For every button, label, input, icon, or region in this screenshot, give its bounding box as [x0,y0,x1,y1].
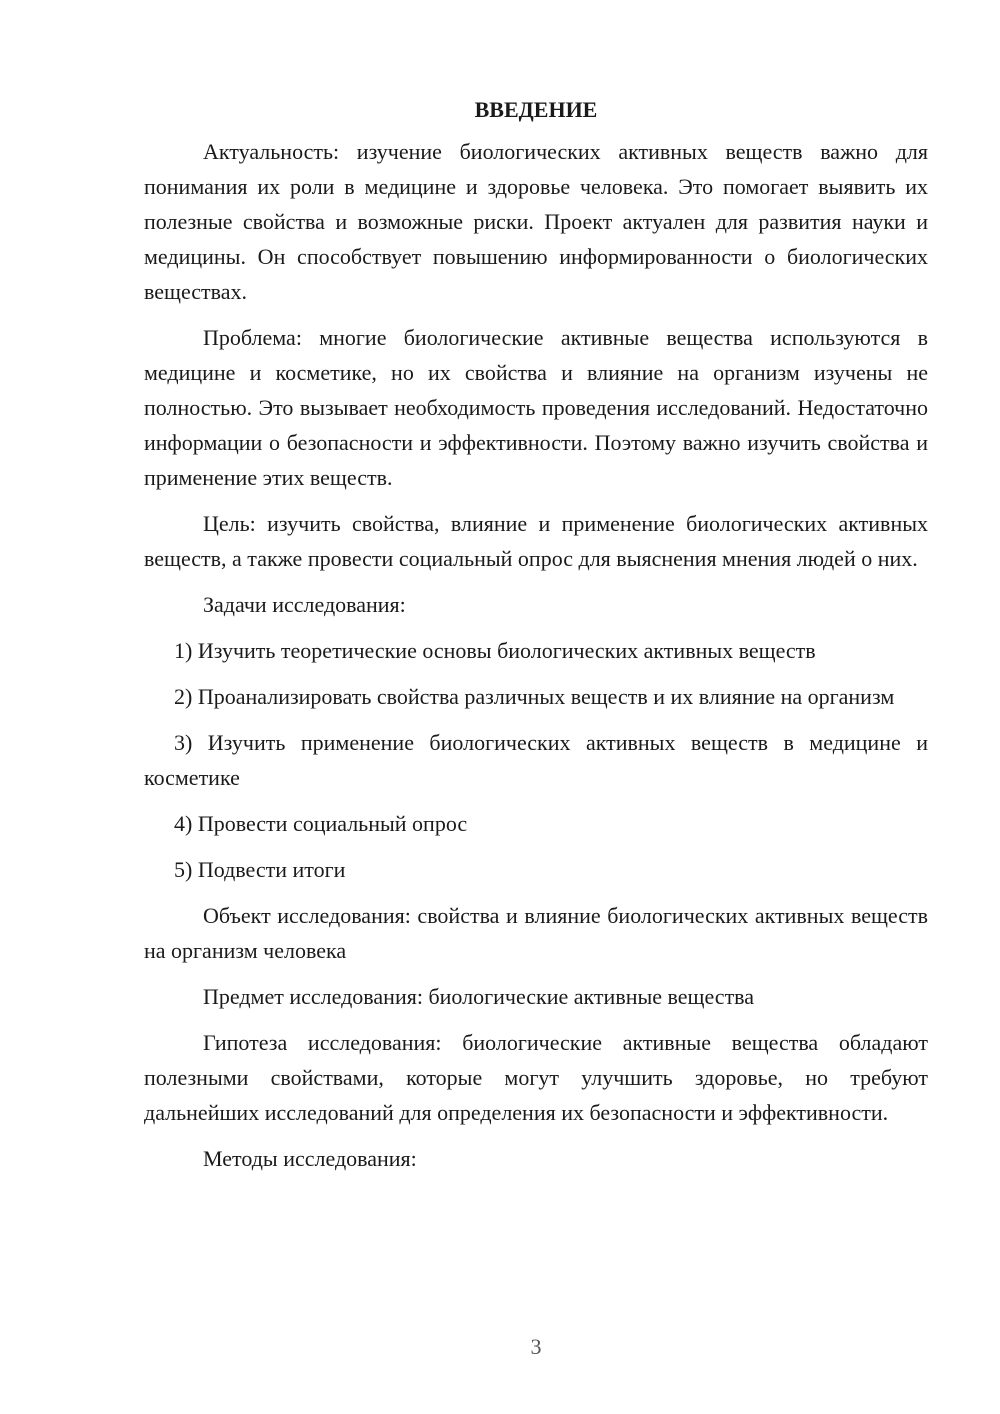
hypothesis-paragraph: Гипотеза исследования: биологические активные вещества обладают полезными свойствами, которые могут улучшить здоровье, но требуют дальнейших исследований для определения их безопасности и эффективности. [144,1030,928,1125]
task-item: 5) Подвести итоги [174,857,346,882]
subject-paragraph: Предмет исследования: биологические активные вещества [203,984,755,1009]
section-heading: ВВЕДЕНИЕ [474,97,598,122]
problem-paragraph: Проблема: многие биологические активные вещества используются в медицине и косметике, но их свойства и влияние на организм изучены не полностью. Это вызывает необходимость проведения исследований. Недостаточно информации о безопасности и эффективности. Поэтому важно изучить свойства и применение этих веществ. [144,325,928,490]
tasks-title: Задачи исследования: [203,592,406,617]
methods-title: Методы исследования: [203,1146,417,1171]
relevance-paragraph: Актуальность: изучение биологических активных веществ важно для понимания их роли в медицине и здоровье человека. Это помогает выявить их полезные свойства и возможные риски. Проект актуален для развития науки и медицины. Он способствует повышению информированности о биологических веществах. [144,139,928,304]
document-page [144,92,928,1187]
goal-paragraph: Цель: изучить свойства, влияние и применение биологических активных веществ, а также провести социальный опрос для выяснения мнения людей о них. [144,511,928,571]
page-number: 3 [530,1334,542,1359]
task-item: 1) Изучить теоретические основы биологических активных веществ [174,638,816,663]
tasks-list [144,633,928,887]
object-paragraph: Объект исследования: свойства и влияние биологических активных веществ на организм человека [144,903,928,963]
task-item: 3) Изучить применение биологических активных веществ в медицине и косметике [144,730,928,790]
task-item: 2) Проанализировать свойства различных веществ и их влияние на организм [174,684,895,709]
task-item: 4) Провести социальный опрос [174,811,468,836]
